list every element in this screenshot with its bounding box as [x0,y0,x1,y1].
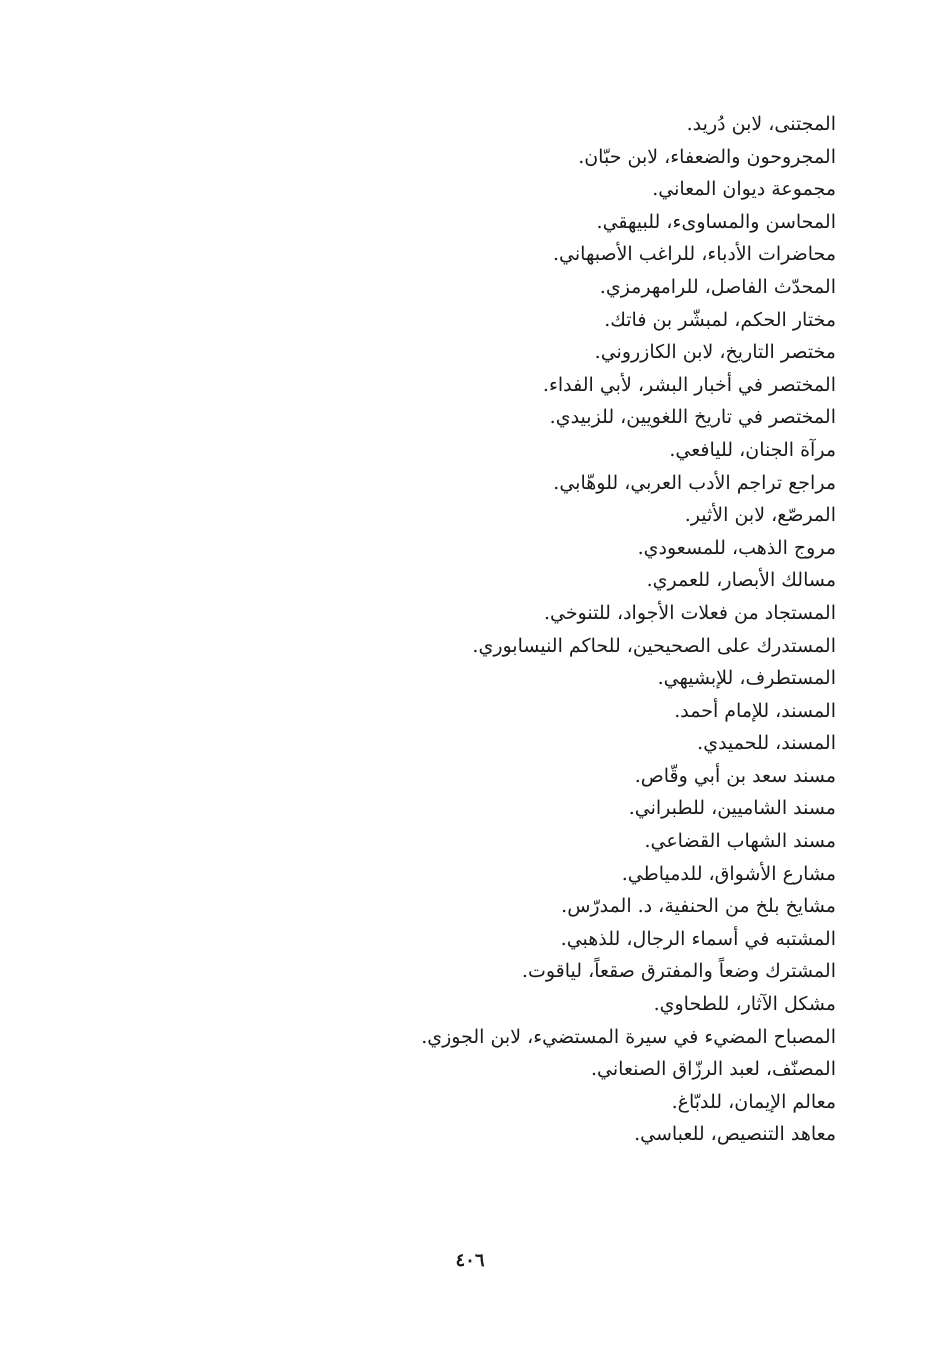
bibliography-list [316,108,836,1151]
bibliography-entry: مختار الحكم، لمبشّر بن فاتك. [604,308,836,331]
bibliography-entry: مختصر التاريخ، لابن الكازروني. [594,341,836,364]
bibliography-entry: مروج الذهب، للمسعودي. [637,536,836,559]
bibliography-entry: مرآة الجنان، لليافعي. [669,438,836,461]
bibliography-entry: المصباح المضيء في سيرة المستضيء، لابن الجوزي. [421,1025,836,1048]
bibliography-entry: مسالك الأبصار، للعمري. [646,569,836,592]
page-number: ٤٠٦ [455,1250,485,1271]
bibliography-entry: المستطرف، للإبشيهي. [657,667,836,690]
bibliography-entry: المختصر في تاريخ اللغويين، للزبيدي. [549,406,836,429]
bibliography-entry: مسند سعد بن أبي وقّاص. [634,764,836,787]
bibliography-entry: مجموعة ديوان المعاني. [652,178,836,201]
bibliography-entry: معالم الإيمان، للدبّاغ. [671,1090,836,1113]
bibliography-entry: المختصر في أخبار البشر، لأبي الفداء. [542,373,836,396]
bibliography-entry: مشايخ بلخ من الحنفية، د. المدرّس. [561,895,836,918]
bibliography-entry: المحدّث الفاصل، للرامهرمزي. [599,275,836,298]
bibliography-entry: المجتنى، لابن دُريد. [686,113,836,135]
bibliography-entry: المرصّع، لابن الأثير. [684,504,836,527]
bibliography-entry: المصنّف، لعبد الرزّاق الصنعاني. [591,1058,836,1081]
bibliography-entry: المسند، للإمام أحمد. [674,699,836,722]
bibliography-entry: المجروحون والضعفاء، لابن حبّان. [578,145,836,168]
bibliography-entry: مشارع الأشواق، للدمياطي. [621,862,836,885]
bibliography-entry: المشتبه في أسماء الرجال، للذهبي. [560,927,836,950]
bibliography-entry: المسند، للحميدي. [697,732,836,755]
bibliography-entry: المحاسن والمساوىء، للبيهقي. [596,210,836,233]
bibliography-entry: مسند الشاميين، للطبراني. [628,797,836,820]
bibliography-entry: مشكل الآثار، للطحاوي. [653,993,836,1016]
bibliography-entry: المشترك وضعاً والمفترق صقعاً، لياقوت. [521,960,836,983]
bibliography-entry: محاضرات الأدباء، للراغب الأصبهاني. [553,243,836,266]
bibliography-entry: المستجاد من فعلات الأجواد، للتنوخي. [543,601,836,624]
bibliography-entry: معاهد التنصيص، للعباسي. [634,1123,836,1146]
bibliography-entry: المستدرك على الصحيحين، للحاكم النيسابوري. [472,634,836,657]
bibliography-entry: مسند الشهاب القضاعي. [644,830,836,853]
bibliography-entry: مراجع تراجم الأدب العربي، للوهّابي. [553,471,836,494]
